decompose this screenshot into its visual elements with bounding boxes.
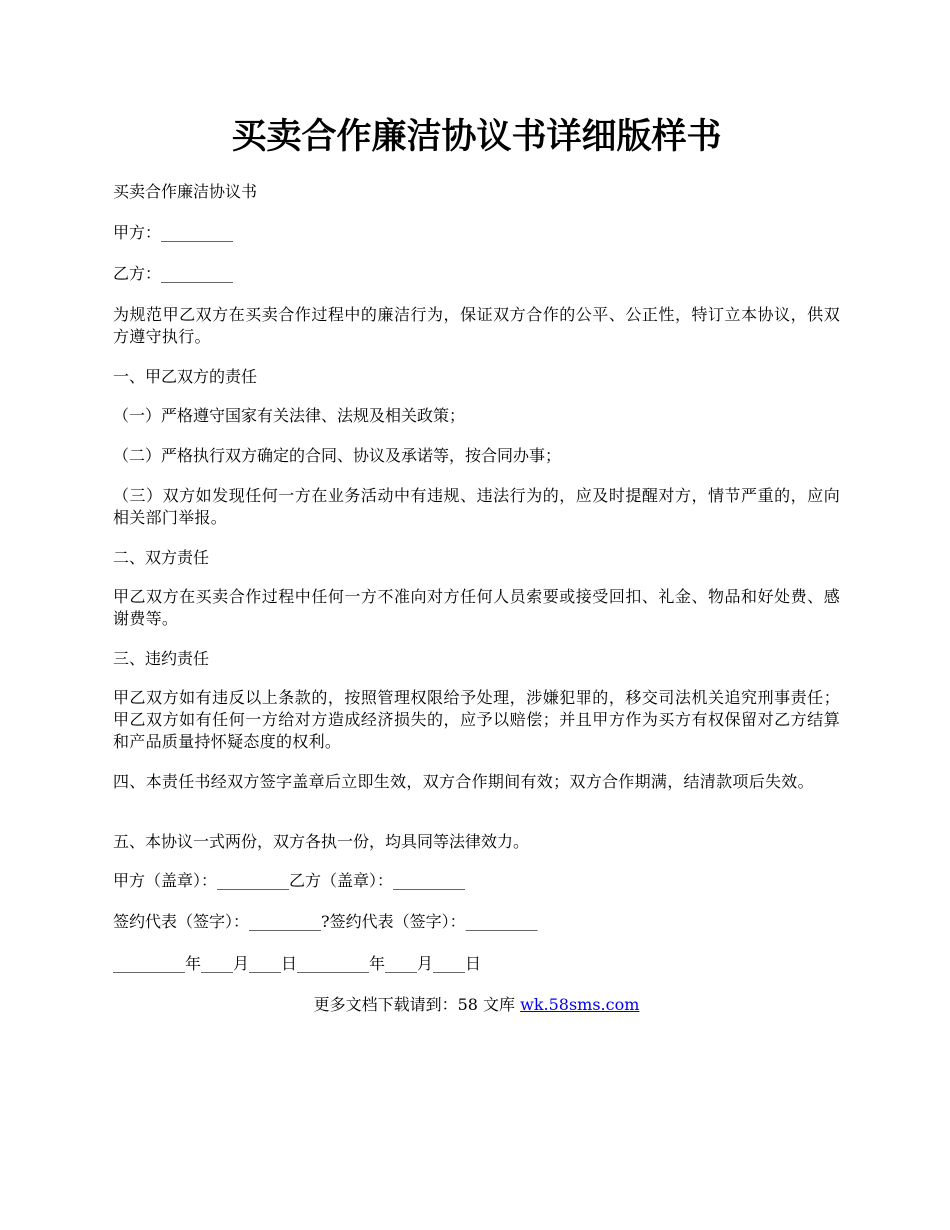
section-3-heading: 三、违约责任 <box>113 649 210 668</box>
clause-1-2: （二）严格执行双方确定的合同、协议及承诺等，按合同办事； <box>113 446 562 465</box>
doc-subtitle: 买卖合作廉洁协议书 <box>113 182 258 201</box>
section-5-paragraph: 五、本协议一式两份，双方各执一份，均具同等法律效力。 <box>113 832 530 851</box>
download-footer <box>113 994 840 1016</box>
date-line: _________年____月____日_________年____月____日 <box>113 954 482 973</box>
signature-line: 签约代表（签字）：_________?签约代表（签字）：_________ <box>113 912 538 931</box>
party-a-line: 甲方：_________ <box>113 223 234 242</box>
footer-text: 更多文档下载请到：58 文库 <box>313 995 521 1014</box>
section-2-paragraph: 甲乙双方在买卖合作过程中任何一方不准向对方任何人员索要或接受回扣、礼金、物品和好处费、感谢费等。 <box>113 587 840 628</box>
seal-line: 甲方（盖章）：_________乙方（盖章）：_________ <box>113 871 466 890</box>
preamble-paragraph: 为规范甲乙双方在买卖合作过程中的廉洁行为，保证双方合作的公平、公正性，特订立本协议，供双方遵守执行。 <box>113 305 840 346</box>
section-2-heading: 二、双方责任 <box>113 548 210 567</box>
clause-1-3: （三）双方如发现任何一方在业务活动中有违规、违法行为的，应及时提醒对方，情节严重的，应向相关部门举报。 <box>113 486 840 527</box>
clause-1-1: （一）严格遵守国家有关法律、法规及相关政策； <box>113 406 466 425</box>
document-title: 买卖合作廉洁协议书详细版样书 <box>231 116 722 157</box>
section-3-paragraph: 甲乙双方如有违反以上条款的，按照管理权限给予处理，涉嫌犯罪的，移交司法机关追究刑事责任；甲乙双方如有任何一方给对方造成经济损失的，应予以赔偿；并且甲方作为买方有权保留对乙方结算和产品质量持怀疑态度的权利。 <box>113 688 840 751</box>
footer-link[interactable]: wk.58sms.com <box>520 995 640 1014</box>
section-4-paragraph: 四、本责任书经双方签字盖章后立即生效，双方合作期间有效；双方合作期满，结清款项后失效。 <box>113 772 814 791</box>
party-b-line: 乙方：_________ <box>113 264 234 283</box>
section-1-heading: 一、甲乙双方的责任 <box>113 367 258 386</box>
